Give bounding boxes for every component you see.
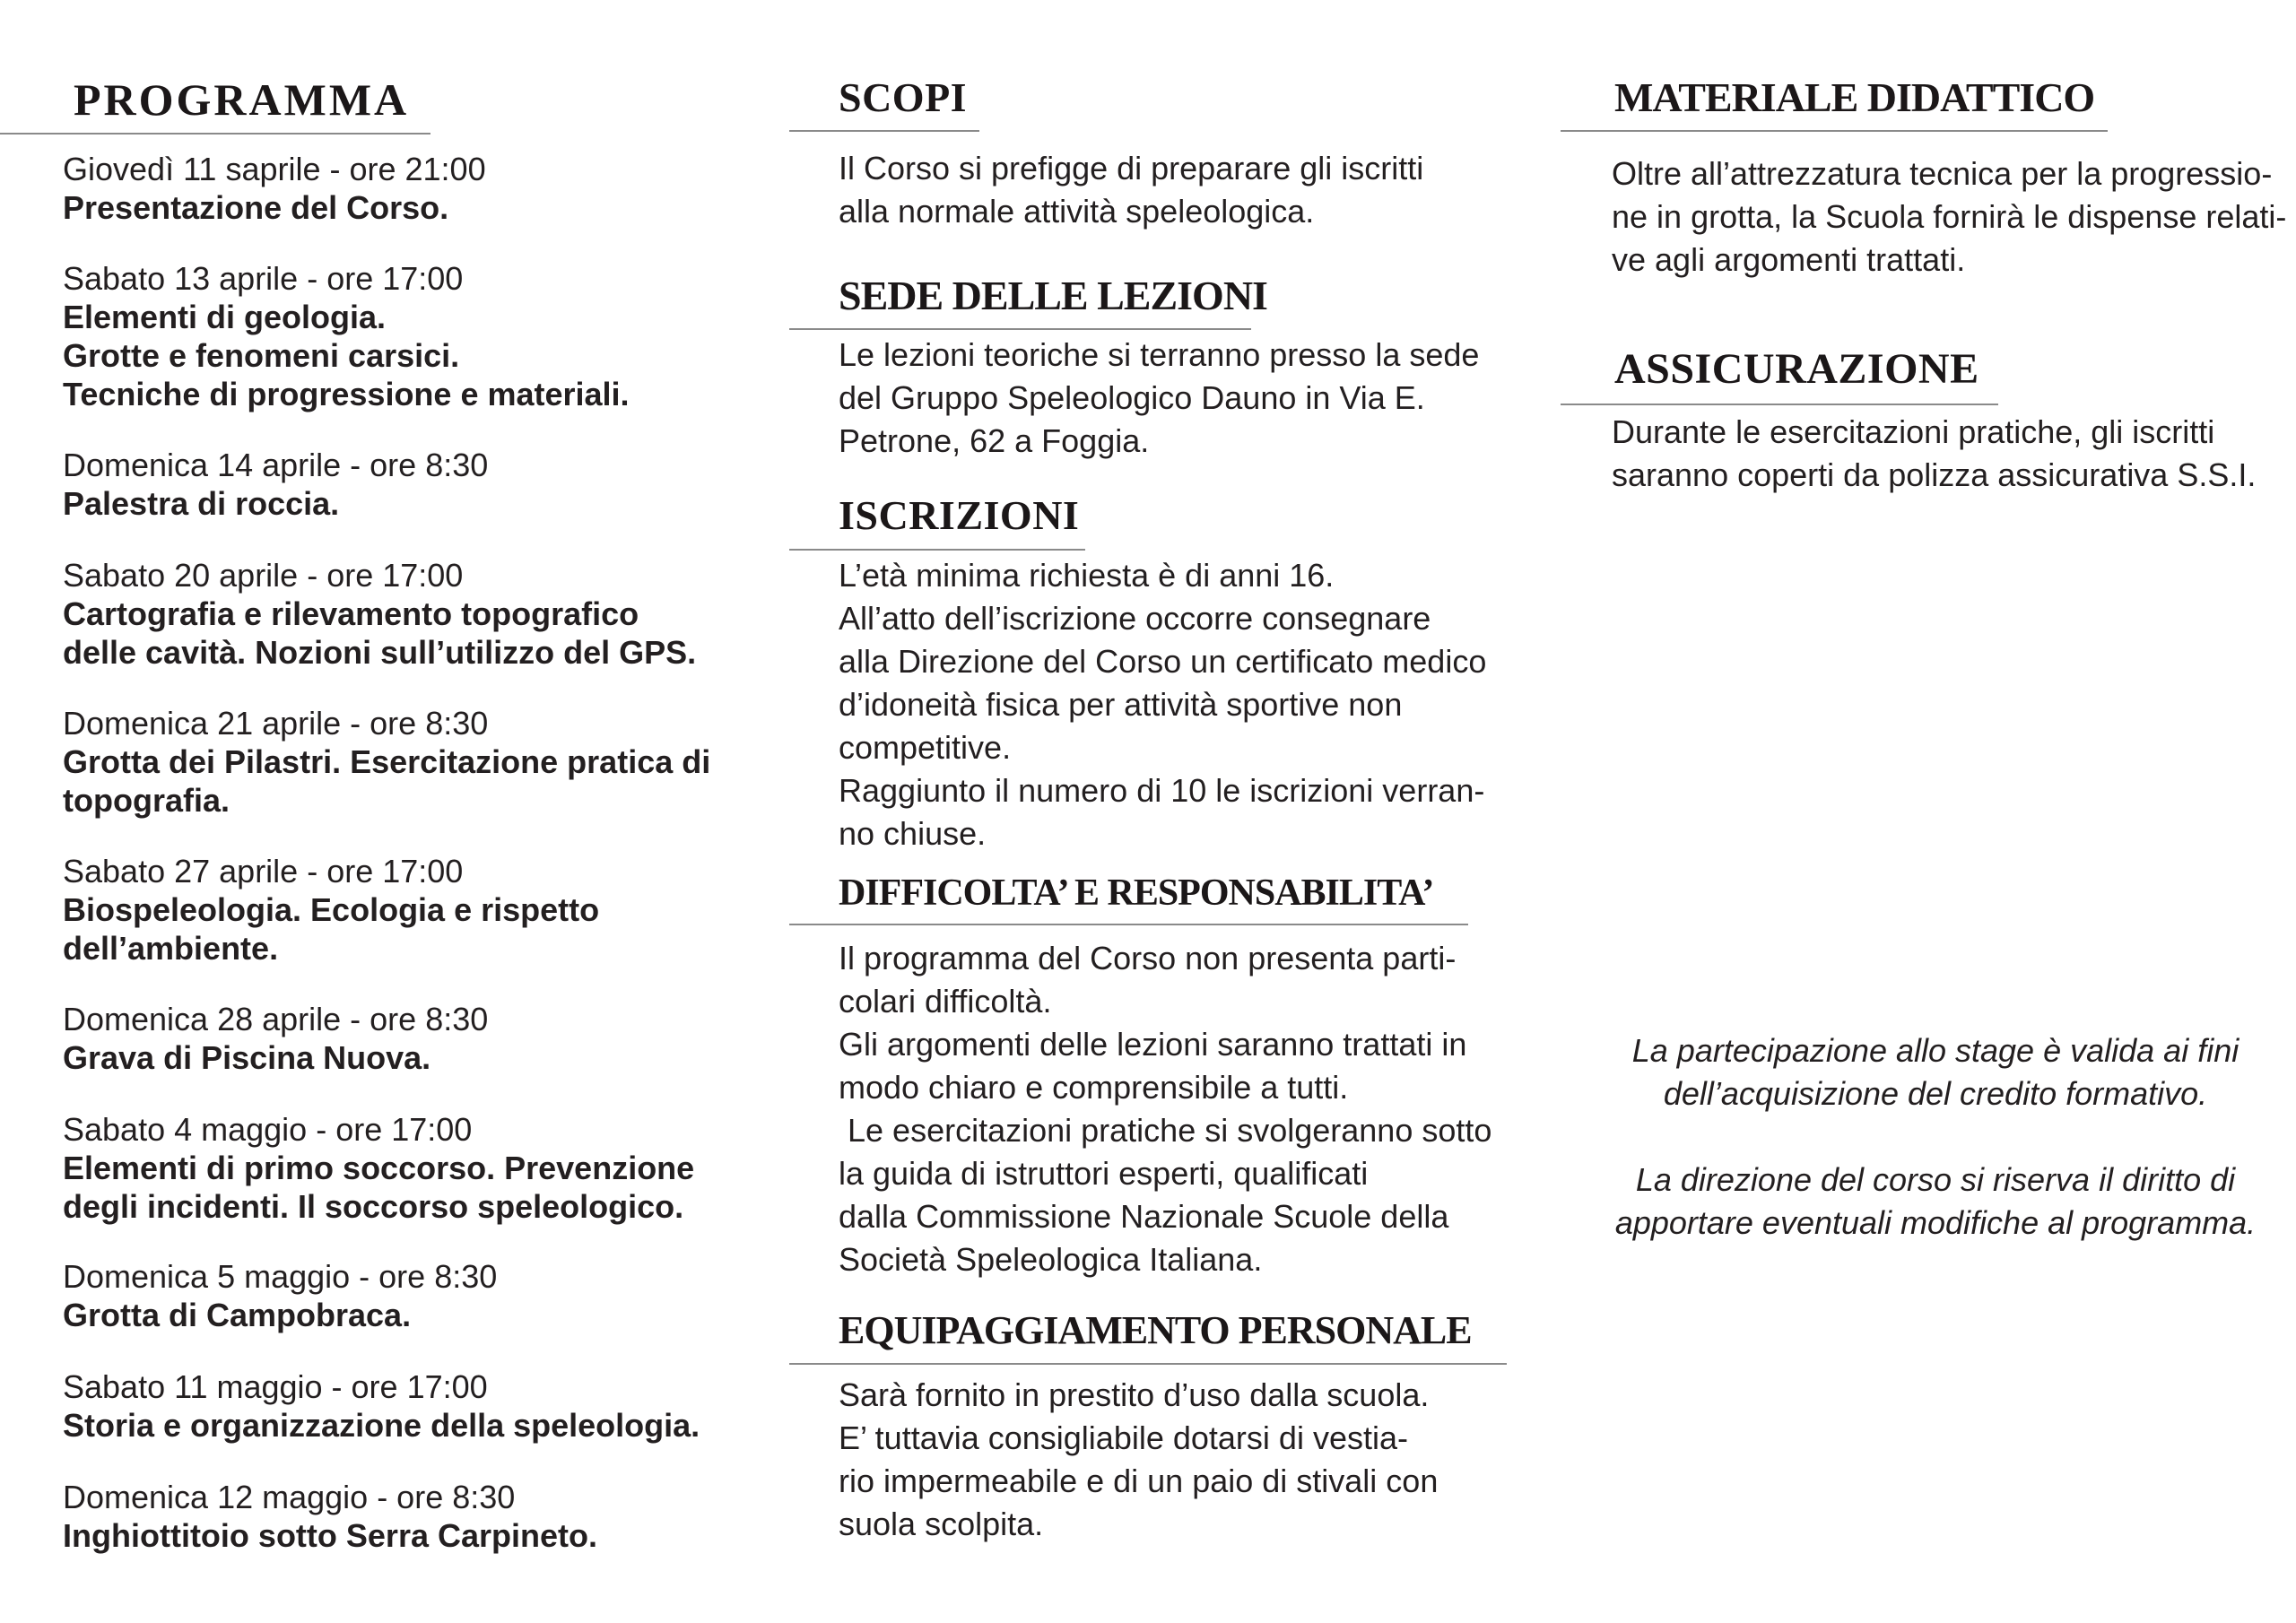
entry-date: Domenica 12 maggio - ore 8:30 <box>63 1479 516 1515</box>
closing-notes: La partecipazione allo stage è valida ai fini dell’acquisizione del credito formativo. La direzione del corso si riserva il diritto di apportare eventuali modifiche al programma. <box>1614 1032 2257 1241</box>
entry-event: topografia. <box>63 782 230 819</box>
scopi-rule <box>789 130 979 132</box>
difficolta-title: DIFFICOLTA’ E RESPONSABILITA’ <box>839 872 1434 914</box>
entry-date: Giovedì 11 saprile - ore 21:00 <box>63 151 486 187</box>
difficolta-text: Il programma del Corso non presenta parti- colari difficoltà. Gli argomenti delle lezioni saranno trattati in modo chiaro e comprensibile a tutti. Le esercitazioni pratiche si svolgeranno sotto la guida di istruttori esperti, qualificati dalla Commissione Nazionale Scuole della Società Speleologica Italiana. <box>839 940 1492 1278</box>
entry-event: dell’ambiente. <box>63 930 279 967</box>
programma-entry-7 <box>63 1000 488 1077</box>
scopi-title: SCOPI <box>839 74 968 120</box>
programma-entry-10 <box>63 1367 700 1445</box>
programma-entry-5 <box>63 704 710 820</box>
materiale-rule <box>1561 130 2108 132</box>
programma-entry-11 <box>63 1478 597 1555</box>
programma-title: PROGRAMMA <box>74 74 410 125</box>
entry-event: Storia e organizzazione della speleologia. <box>63 1407 700 1444</box>
entry-event: Grotta di Campobraca. <box>63 1297 412 1333</box>
programma-rule <box>0 133 430 135</box>
sede-rule <box>789 328 1251 330</box>
entry-event: Biospeleologia. Ecologia e rispetto <box>63 891 600 928</box>
equipaggiamento-rule <box>789 1363 1507 1365</box>
entry-date: Domenica 5 maggio - ore 8:30 <box>63 1258 498 1295</box>
materiale-text: Oltre all’attrezzatura tecnica per la progressio- ne in grotta, la Scuola fornirà le dispense relati- ve agli argomenti trattati. <box>1612 155 2287 278</box>
assicurazione-text: Durante le esercitazioni pratiche, gli iscritti saranno coperti da polizza assicurativa S.S.I. <box>1612 413 2257 493</box>
programma-entry-4 <box>63 556 696 672</box>
iscrizioni-rule <box>789 549 1085 551</box>
entry-event: Grotta dei Pilastri. Esercitazione pratica di <box>63 743 711 780</box>
entry-event: Presentazione del Corso. <box>63 189 449 226</box>
entry-event: Elementi di geologia. <box>63 299 387 335</box>
programma-entry-2 <box>63 259 630 413</box>
assicurazione-rule <box>1561 404 1998 405</box>
sede-title: SEDE DELLE LEZIONI <box>839 273 1267 318</box>
entry-event: Elementi di primo soccorso. Prevenzione <box>63 1150 695 1186</box>
entry-date: Sabato 4 maggio - ore 17:00 <box>63 1111 473 1148</box>
iscrizioni-text: L’età minima richiesta è di anni 16. All’atto dell’iscrizione occorre consegnare alla Direzione del Corso un certificato medico d’idoneità fisica per attività sportive non competitive. Raggiunto il numero di 10 le iscrizioni verran- no chiuse. <box>839 557 1487 852</box>
materiale-title: MATERIALE DIDATTICO <box>1614 74 2095 120</box>
entry-event: degli incidenti. Il soccorso speleologico. <box>63 1188 684 1225</box>
equipaggiamento-text: Sarà fornito in prestito d’uso dalla scuola. E’ tuttavia consigliabile dotarsi di vestia- rio impermeabile e di un paio di stivali con suola scolpita. <box>839 1376 1439 1542</box>
entry-date: Sabato 13 aprile - ore 17:00 <box>63 260 464 297</box>
entry-event: Cartografia e rilevamento topografico <box>63 595 639 632</box>
entry-event: Inghiottitoio sotto Serra Carpineto. <box>63 1517 597 1554</box>
entry-event: Grava di Piscina Nuova. <box>63 1039 431 1076</box>
programma-entry-1 <box>63 150 486 227</box>
programma-entry-3 <box>63 446 488 523</box>
entry-event: delle cavità. Nozioni sull’utilizzo del GPS. <box>63 634 697 671</box>
difficolta-rule <box>789 924 1468 925</box>
sede-text: Le lezioni teoriche si terranno presso la sede del Gruppo Speleologico Dauno in Via E. Petrone, 62 a Foggia. <box>839 336 1480 459</box>
programma-entry-8 <box>63 1110 694 1226</box>
entry-date: Sabato 11 maggio - ore 17:00 <box>63 1368 488 1405</box>
iscrizioni-title: ISCRIZIONI <box>839 492 1080 538</box>
entry-date: Domenica 28 aprile - ore 8:30 <box>63 1001 489 1037</box>
scopi-text: Il Corso si prefigge di preparare gli iscritti alla normale attività speleologica. <box>839 150 1424 230</box>
equipaggiamento-title: EQUIPAGGIAMENTO PERSONALE <box>839 1308 1472 1352</box>
programma-entry-6 <box>63 852 599 968</box>
entry-date: Sabato 20 aprile - ore 17:00 <box>63 557 464 594</box>
entry-event: Tecniche di progressione e materiali. <box>63 376 630 412</box>
entry-date: Sabato 27 aprile - ore 17:00 <box>63 853 464 890</box>
assicurazione-title: ASSICURAZIONE <box>1614 345 1979 393</box>
entry-date: Domenica 14 aprile - ore 8:30 <box>63 447 489 483</box>
programma-entry-9 <box>63 1257 497 1334</box>
entry-event: Grotte e fenomeni carsici. <box>63 337 460 374</box>
entry-date: Domenica 21 aprile - ore 8:30 <box>63 705 489 742</box>
entry-event: Palestra di roccia. <box>63 485 340 522</box>
